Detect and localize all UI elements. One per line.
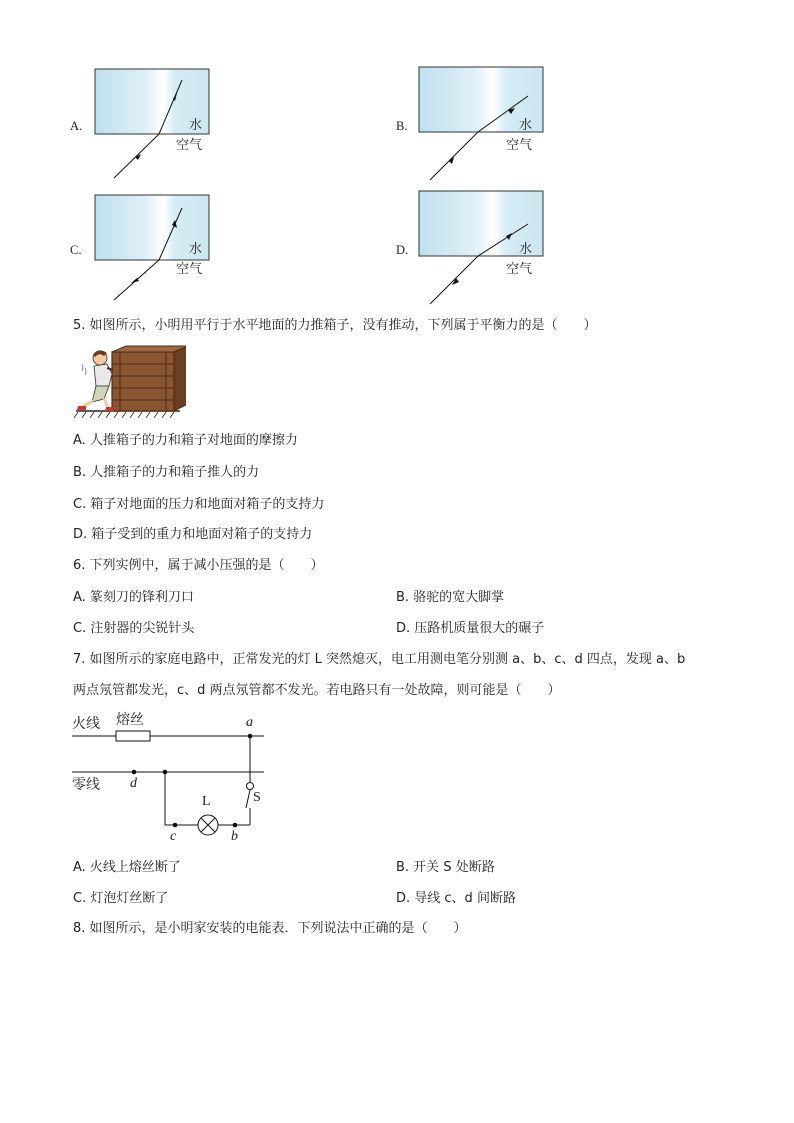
switch-contact <box>247 783 254 790</box>
q4-c-water-label: 水 <box>189 242 203 257</box>
refracted-ray <box>430 132 478 180</box>
point-c-label: c <box>170 829 177 844</box>
q5-option-c[interactable]: C. 箱子对地面的压力和地面对箱子的支持力 <box>73 497 325 512</box>
live-wire-label: 火线 <box>72 716 100 732</box>
q4-d-air-label: 空气 <box>506 262 533 277</box>
q5-boy-pushing-box-illustration <box>74 344 186 424</box>
point-d-label: d <box>130 776 137 791</box>
q7-option-c[interactable]: C. 灯泡灯丝断了 <box>73 891 169 906</box>
node-c <box>173 823 178 828</box>
neutral-wire-label: 零线 <box>72 777 100 793</box>
q6-stem: 6. 下列实例中，属于减小压强的是（ ） <box>73 558 324 573</box>
q4-a-air-label: 空气 <box>176 138 203 153</box>
q4-option-a-letter[interactable]: A. <box>70 119 83 133</box>
node-d <box>132 770 137 775</box>
switch-blade <box>246 790 250 808</box>
lamp-label: L <box>202 794 211 809</box>
q8-stem: 8. 如图所示，是小明家安装的电能表．下列说法中正确的是（ ） <box>73 921 467 936</box>
point-b-label: b <box>231 829 238 844</box>
switch-label: S <box>253 790 261 805</box>
q4-option-d-letter[interactable]: D. <box>396 243 409 257</box>
q4-d-water-label: 水 <box>519 242 533 257</box>
q7-option-d[interactable]: D. 导线 c、d 间断路 <box>396 891 516 906</box>
q4-c-air-label: 空气 <box>176 262 203 277</box>
point-a-label: a <box>246 715 253 730</box>
node-b <box>233 823 238 828</box>
q4-a-water-label: 水 <box>189 118 203 133</box>
q5-stem: 5. 如图所示，小明用平行于水平地面的力推箱子，没有推动，下列属于平衡力的是（ ） <box>73 318 597 333</box>
q7-option-b[interactable]: B. 开关 S 处断路 <box>396 860 495 875</box>
q6-option-b[interactable]: B. 骆驼的宽大脚掌 <box>396 590 505 605</box>
crate <box>112 352 174 411</box>
q6-option-c[interactable]: C. 注射器的尖锐针头 <box>73 621 195 636</box>
q7-stem-line2: 两点氖管都发光，c、d 两点氖管都不发光。若电路只有一处故障，则可能是（ ） <box>73 683 561 698</box>
q6-option-d[interactable]: D. 压路机质量很大的碾子 <box>396 621 545 636</box>
boy-shirt <box>94 364 112 386</box>
q4-option-b-letter[interactable]: B. <box>396 119 408 133</box>
fuse-symbol <box>116 731 150 741</box>
refracted-ray <box>114 134 159 178</box>
q6-option-a[interactable]: A. 篆刻刀的锋利刀口 <box>73 590 194 605</box>
q4-b-air-label: 空气 <box>506 138 533 153</box>
q7-circuit-diagram <box>72 710 272 850</box>
q4-b-water-label: 水 <box>519 118 533 133</box>
q4-option-c-letter[interactable]: C. <box>70 243 82 257</box>
q5-option-b[interactable]: B. 人推箱子的力和箱子推人的力 <box>73 465 260 480</box>
q5-option-a[interactable]: A. 人推箱子的力和箱子对地面的摩擦力 <box>73 433 298 448</box>
q5-option-d[interactable]: D. 箱子受到的重力和地面对箱子的支持力 <box>73 527 313 542</box>
incident-ray <box>430 256 478 304</box>
fuse-label: 熔丝 <box>116 712 144 728</box>
q7-stem-line1: 7. 如图所示的家庭电路中，正常发光的灯 L 突然熄灭，电工用测电笔分别测 a、b、c、d 四点，发现 a、b <box>73 652 686 667</box>
q7-option-a[interactable]: A. 火线上熔丝断了 <box>73 860 181 875</box>
